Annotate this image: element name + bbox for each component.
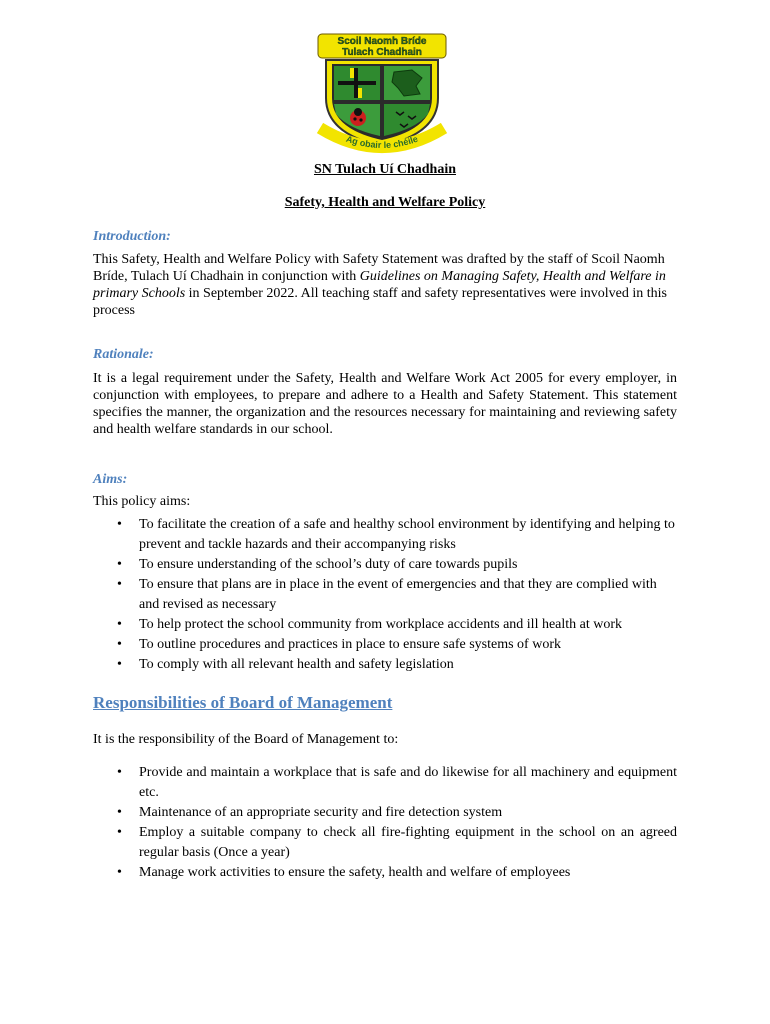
board-list-item: • Provide and maintain a workplace that is safe and do likewise for all machinery and equipment etc. xyxy=(93,763,677,803)
rationale-heading: Rationale: xyxy=(93,347,154,362)
aims-list-item: • To facilitate the creation of a safe and healthy school environment by identifying and helping to prevent and tackle hazards and their accompanying risks xyxy=(93,515,677,555)
school-crest-logo xyxy=(312,32,452,156)
board-list-item: • Maintenance of an appropriate security and fire detection system xyxy=(93,803,677,823)
introduction-paragraph xyxy=(93,251,677,319)
policy-title: Safety, Health and Welfare Policy xyxy=(284,195,486,210)
aims-list-item: • To outline procedures and practices in place to ensure safe systems of work xyxy=(93,635,677,655)
aims-list-item: • To comply with all relevant health and safety legislation xyxy=(93,655,677,675)
aims-heading: Aims: xyxy=(93,472,128,487)
aims-list xyxy=(93,515,677,675)
board-list-item: • Manage work activities to ensure the safety, health and welfare of employees xyxy=(93,863,677,883)
rationale-paragraph: It is a legal requirement under the Safety, Health and Welfare Work Act 2005 for every employer, in conjunction with employees, to prepare and adhere to a Health and Safety Statement. This statement specifies the manner, the organization and the resources necessary for maintaining and reviewing safety and health welfare standards in our school. xyxy=(93,371,677,437)
introduction-guidelines-title: Guidelines on Managing Safety, Health and Welfare in primary Schools xyxy=(93,269,666,301)
aims-intro: This policy aims: xyxy=(93,494,191,509)
board-responsibilities-list xyxy=(93,763,677,883)
aims-list-item: • To ensure that plans are in place in the event of emergencies and that they are complied with and revised as necessary xyxy=(93,575,677,615)
board-responsibilities-heading: Responsibilities of Board of Management xyxy=(93,693,393,712)
school-title: SN Tulach Uí Chadhain xyxy=(313,162,457,177)
introduction-text-part1: This Safety, Health and Welfare Policy with Safety Statement was drafted by the staff of Scoil Naomh Bríde, Tulach Uí Chadhain in conjunction with xyxy=(93,252,665,284)
introduction-text-part2: in September 2022. All teaching staff and safety representatives were involved in this process xyxy=(93,286,668,318)
board-intro: It is the responsibility of the Board of Management to: xyxy=(93,732,399,747)
crest-name-line2: Tulach Chadhain xyxy=(342,47,422,58)
aims-list-item: • To ensure understanding of the school’s duty of care towards pupils xyxy=(93,555,677,575)
introduction-heading: Introduction: xyxy=(93,229,171,244)
board-list-item: • Employ a suitable company to check all fire-fighting equipment in the school on an agreed regular basis (Once a year) xyxy=(93,823,677,863)
crest-name-line1: Scoil Naomh Bríde xyxy=(337,36,427,47)
aims-list-item: • To help protect the school community from workplace accidents and ill health at work xyxy=(93,615,677,635)
crest-motto: Ag obair le chéile xyxy=(344,133,420,151)
